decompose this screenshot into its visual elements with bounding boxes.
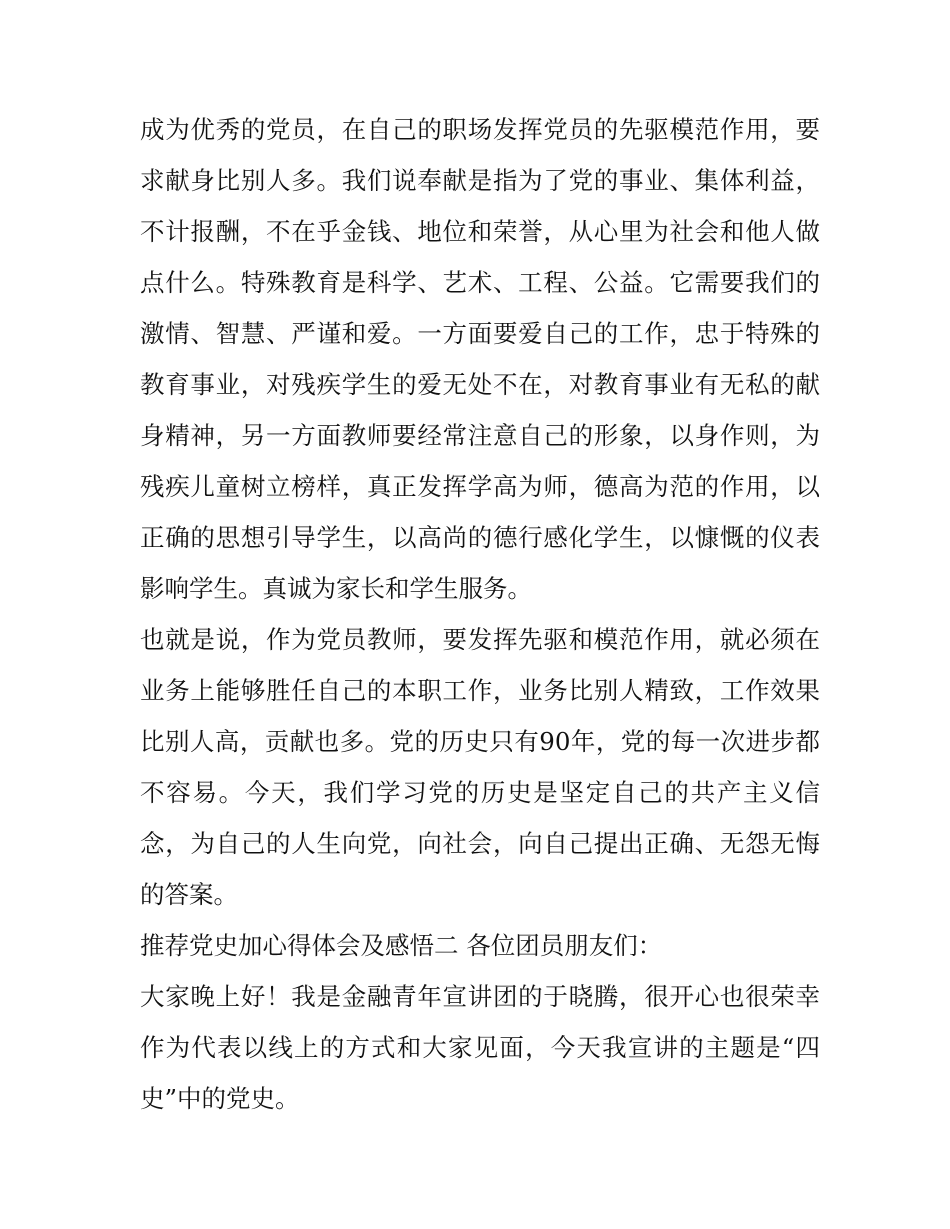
paragraph-3: 推荐党史加心得体会及感悟二 各位团员朋友们： [140,931,663,960]
paragraph-2: 也就是说，作为党员教师，要发挥先驱和模范作用，就必须在业务上能够胜任自己的本职工作，业务比别人精致，工作效果比别人高，贡献也多。党的历史只有90年，党的每一次进步都不容易。今天，我们学习党的历史是坚定自己的共产主义信念，为自己的人生向党，向社会，向自己提出正确、无怨无悔的答案。 [140,625,820,909]
paragraph-1: 成为优秀的党员，在自己的职场发挥党员的先驱模范作用，要求献身比别人多。我们说奉献是指为了党的事业、集体利益，不计报酬，不在乎金钱、地位和荣誉，从心里为社会和他人做点什么。特殊教育是科学、艺术、工程、公益。它需要我们的激情、智慧、严谨和爱。一方面要爱自己的工作，忠于特殊的教育事业，对残疾学生的爱无处不在，对教育事业有无私的献身精神，另一方面教师要经常注意自己的形象，以身作则，为残疾儿童树立榜样，真正发挥学高为师，德高为范的作用，以正确的思想引导学生，以高尚的德行感化学生，以慷慨的仪表影响学生。真诚为家长和学生服务。 [140,115,820,603]
document-body [140,104,820,1124]
paragraph-4: 大家晚上好！我是金融青年宣讲团的于晓腾，很开心也很荣幸作为代表以线上的方式和大家见面，今天我宣讲的主题是“四史”中的党史。 [140,982,820,1113]
